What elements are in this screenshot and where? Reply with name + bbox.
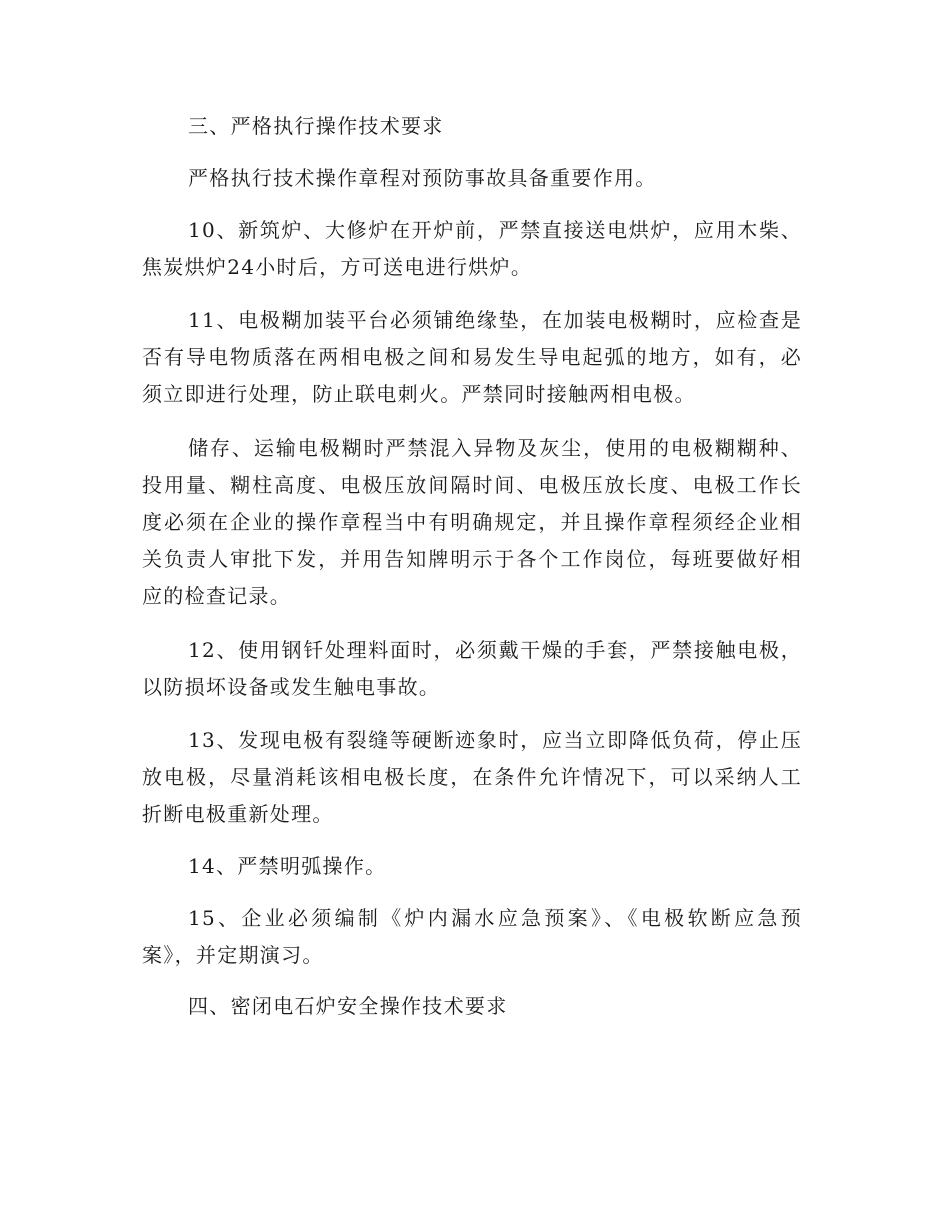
rule-15-paragraph: 15、企业必须编制《炉内漏水应急预案》、《电极软断应急预案》，并定期演习。: [142, 906, 802, 967]
rule-13-paragraph: 13、发现电极有裂缝等硬断迹象时，应当立即降低负荷，停止压放电极，尽量消耗该相电极长度，在条件允许情况下，可以采纳人工折断电极重新处理。: [142, 728, 802, 826]
intro-paragraph: 严格执行技术操作章程对预防事故具备重要作用。: [188, 166, 657, 190]
rule-11-paragraph: 11、电极糊加装平台必须铺绝缘垫，在加装电极糊时，应检查是否有导电物质落在两相电极之间和易发生导电起弧的地方，如有，必须立即进行处理，防止联电刺火。严禁同时接触两相电极。: [142, 308, 802, 406]
rule-12-paragraph: 12、使用钢钎处理料面时，必须戴干燥的手套，严禁接触电极，以防损坏设备或发生触电事故。: [142, 638, 802, 699]
rule-10-paragraph: 10、新筑炉、大修炉在开炉前，严禁直接送电烘炉，应用木柴、焦炭烘炉24小时后，方可送电进行烘炉。: [142, 218, 802, 279]
rule-14-paragraph: 14、严禁明弧操作。: [188, 854, 387, 878]
storage-paragraph: 储存、运输电极糊时严禁混入异物及灰尘，使用的电极糊糊种、投用量、糊柱高度、电极压放间隔时间、电极压放长度、电极工作长度必须在企业的操作章程当中有明确规定，并且操作章程须经企业相关负责人审批下发，并用告知牌明示于各个工作岗位，每班要做好相应的检查记录。: [142, 436, 802, 608]
section-heading-4: 四、密闭电石炉安全操作技术要求: [188, 994, 508, 1018]
section-heading-3: 三、严格执行操作技术要求: [188, 114, 444, 138]
